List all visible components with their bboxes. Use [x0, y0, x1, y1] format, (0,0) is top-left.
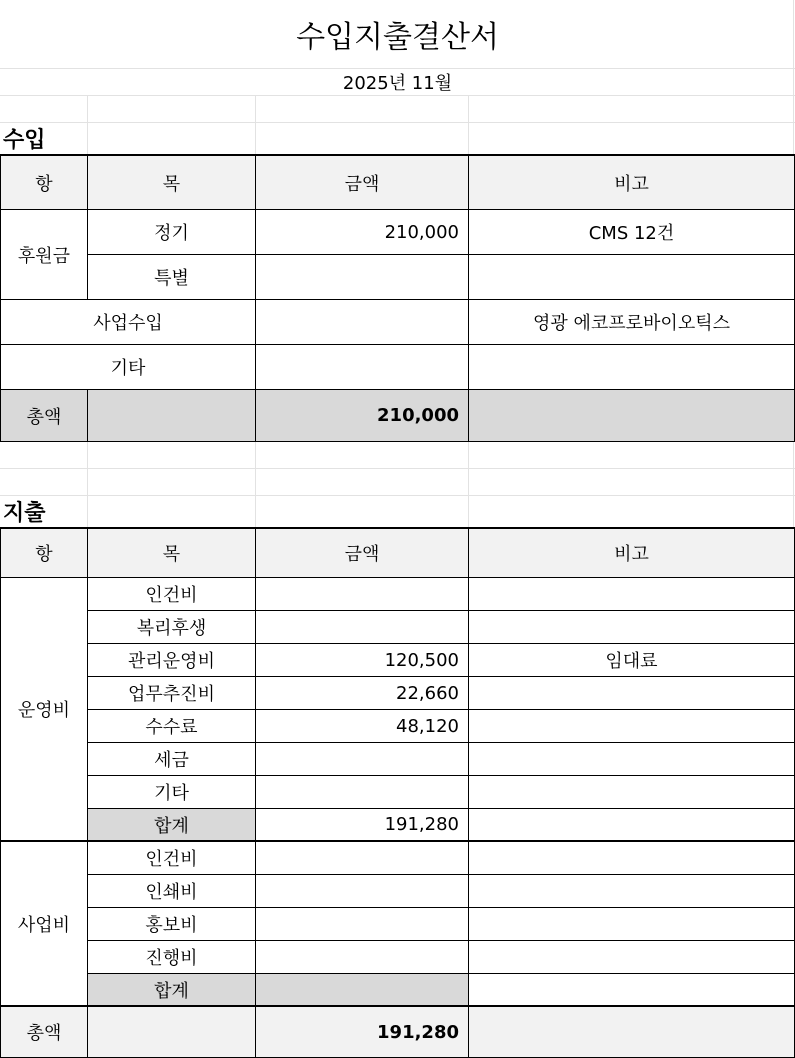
expense-row-note [468, 742, 795, 776]
expense-row-note [468, 610, 795, 644]
expense-total-label: 총액 [0, 1006, 88, 1058]
expense-row-label: 복리후생 [87, 610, 256, 644]
expense-section-title: 지출 [3, 501, 46, 526]
operating-expense-category: 운영비 [0, 577, 88, 842]
business-subtotal-note [468, 973, 795, 1007]
donation-category: 후원금 [0, 209, 88, 300]
income-total-note [468, 389, 795, 442]
gridline [87, 95, 88, 155]
business-income-label: 사업수입 [0, 299, 256, 345]
income-section-title: 수입 [3, 128, 46, 153]
regular-donation-label: 정기 [87, 209, 256, 255]
period-label: 2025년 11월 [342, 73, 453, 94]
income-total-label: 총액 [0, 389, 88, 442]
header-hang: 항 [0, 527, 88, 578]
expense-total-amount: 191,280 [255, 1006, 469, 1058]
expense-row-amount [255, 610, 469, 644]
expense-row-amount [255, 907, 469, 941]
gridline [0, 95, 795, 96]
expense-row-note [468, 676, 795, 710]
gridline [0, 468, 795, 469]
expense-row-amount [255, 940, 469, 974]
expense-row-label: 홍보비 [87, 907, 256, 941]
expense-row-note [468, 907, 795, 941]
expense-row-amount: 120,500 [255, 643, 469, 677]
gridline [0, 122, 795, 123]
expense-row-note [468, 874, 795, 908]
gridline [255, 441, 256, 528]
expense-row-amount: 22,660 [255, 676, 469, 710]
expense-row-amount [255, 577, 469, 611]
income-total-empty [87, 389, 256, 442]
gridline [255, 95, 256, 155]
expense-total-note [468, 1006, 795, 1058]
business-income-note: 영광 에코프로바이오틱스 [468, 299, 795, 345]
header-mok: 목 [87, 527, 256, 578]
header-hang: 항 [0, 154, 88, 210]
expense-row-note [468, 775, 795, 809]
expense-row-label: 인건비 [87, 577, 256, 611]
expense-row-amount [255, 841, 469, 875]
header-amount: 금액 [255, 527, 469, 578]
business-subtotal-amount [255, 973, 469, 1007]
gridline [793, 441, 794, 528]
regular-donation-amount: 210,000 [255, 209, 469, 255]
expense-row-label: 인쇄비 [87, 874, 256, 908]
special-donation-amount [255, 254, 469, 300]
operating-subtotal-amount: 191,280 [255, 808, 469, 842]
document-title: 수입지출결산서 [296, 20, 499, 55]
header-note: 비고 [468, 154, 795, 210]
expense-row-note: 임대료 [468, 643, 795, 677]
expense-row-amount [255, 742, 469, 776]
gridline [468, 441, 469, 528]
gridline [468, 95, 469, 155]
expense-row-note [468, 841, 795, 875]
expense-row-amount: 48,120 [255, 709, 469, 743]
other-income-note [468, 344, 795, 390]
regular-donation-note: CMS 12건 [468, 209, 795, 255]
expense-row-amount [255, 775, 469, 809]
header-note: 비고 [468, 527, 795, 578]
header-mok: 목 [87, 154, 256, 210]
operating-subtotal-note [468, 808, 795, 842]
income-total-amount: 210,000 [255, 389, 469, 442]
expense-row-note [468, 577, 795, 611]
header-amount: 금액 [255, 154, 469, 210]
operating-subtotal-label: 합계 [87, 808, 256, 842]
other-income-label: 기타 [0, 344, 256, 390]
expense-row-note [468, 709, 795, 743]
gridline [0, 495, 795, 496]
other-income-amount [255, 344, 469, 390]
gridline [87, 441, 88, 528]
business-expense-category: 사업비 [0, 841, 88, 1007]
business-income-amount [255, 299, 469, 345]
special-donation-note [468, 254, 795, 300]
expense-row-label: 수수료 [87, 709, 256, 743]
business-subtotal-label: 합계 [87, 973, 256, 1007]
expense-total-empty [87, 1006, 256, 1058]
expense-row-label: 관리운영비 [87, 643, 256, 677]
expense-row-amount [255, 874, 469, 908]
expense-row-label: 진행비 [87, 940, 256, 974]
expense-row-note [468, 940, 795, 974]
expense-row-label: 기타 [87, 775, 256, 809]
expense-row-label: 업무추진비 [87, 676, 256, 710]
expense-row-label: 인건비 [87, 841, 256, 875]
expense-row-label: 세금 [87, 742, 256, 776]
special-donation-label: 특별 [87, 254, 256, 300]
